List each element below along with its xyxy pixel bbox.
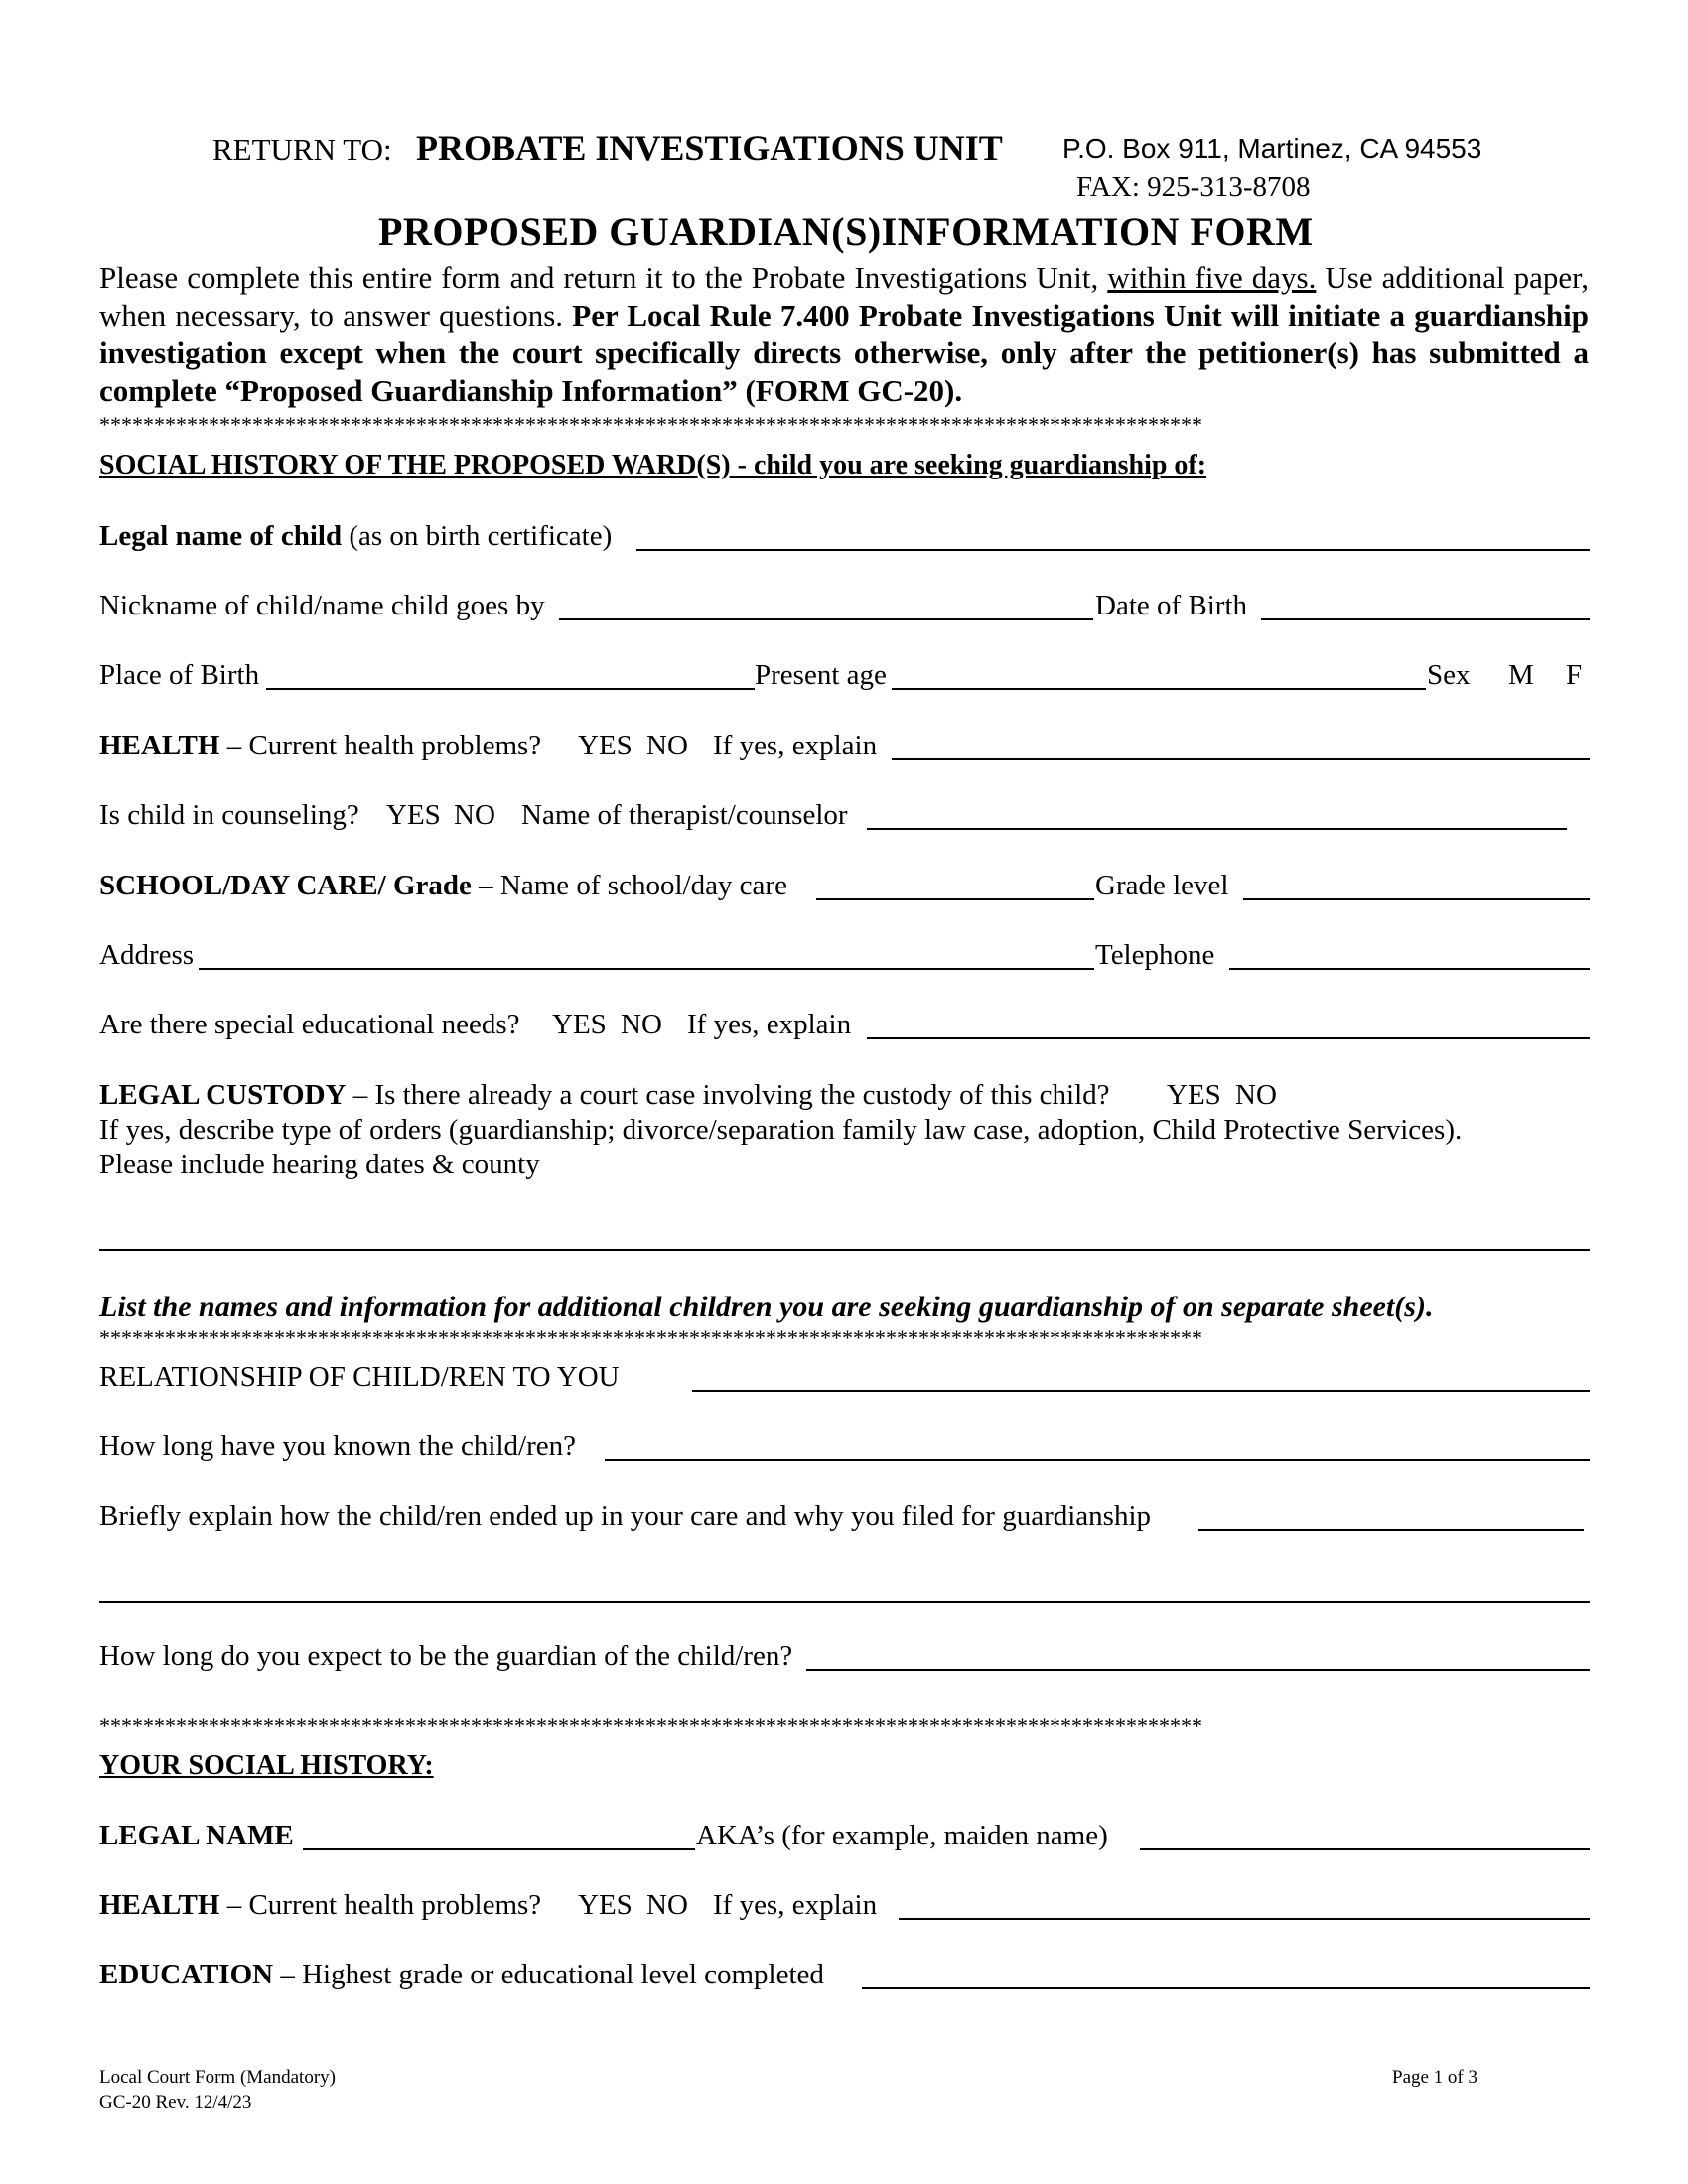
your-section-heading: YOUR SOCIAL HISTORY:: [99, 1750, 434, 1781]
legal-name-field[interactable]: [636, 549, 1590, 551]
custody-hearing-label: Please include hearing dates & county: [99, 1149, 540, 1180]
sex-option-f[interactable]: F: [1566, 659, 1583, 691]
school-address-field[interactable]: [199, 968, 1094, 970]
your-health-explain-label: If yes, explain: [713, 1889, 878, 1921]
aka-field[interactable]: [1140, 1848, 1590, 1850]
sex-label: Sex: [1427, 659, 1471, 691]
custody-no[interactable]: NO: [1235, 1079, 1277, 1111]
ward-health-bold: HEALTH: [99, 730, 220, 761]
school-address-label: Address: [99, 939, 195, 971]
expect-label: How long do you expect to be the guardian of the child/ren?: [99, 1640, 793, 1672]
sex-option-m[interactable]: M: [1508, 659, 1534, 691]
school-field[interactable]: [816, 898, 1094, 900]
your-health-label: [99, 1888, 541, 1922]
counseling-yes[interactable]: YES: [386, 799, 441, 831]
special-needs-explain-field[interactable]: [867, 1037, 1590, 1039]
grade-level-label: Grade level: [1095, 870, 1229, 901]
counseling-label: Is child in counseling?: [99, 799, 359, 831]
legal-name-label: [99, 519, 612, 553]
special-needs-label: Are there special educational needs?: [99, 1009, 520, 1040]
present-age-field[interactable]: [892, 688, 1426, 690]
therapist-field[interactable]: [867, 828, 1567, 830]
form-title: PROPOSED GUARDIAN(S)INFORMATION FORM: [378, 209, 1314, 254]
known-field[interactable]: [605, 1459, 1590, 1461]
ward-health-yes[interactable]: YES: [578, 730, 633, 761]
education-bold: EDUCATION: [99, 1959, 274, 1990]
education-label: [99, 1958, 824, 1991]
custody-yes[interactable]: YES: [1167, 1079, 1221, 1111]
nickname-field[interactable]: [559, 618, 1093, 620]
dob-label: Date of Birth: [1095, 590, 1248, 621]
legal-name-bold: Legal name of child: [99, 520, 343, 552]
special-needs-explain-label: If yes, explain: [687, 1009, 852, 1040]
special-needs-yes[interactable]: YES: [552, 1009, 607, 1040]
your-health-bold: HEALTH: [99, 1889, 220, 1921]
your-legal-name-field[interactable]: [303, 1848, 695, 1850]
your-health-yes[interactable]: YES: [578, 1889, 633, 1921]
education-field[interactable]: [862, 1987, 1590, 1989]
care-explain-field-2[interactable]: [99, 1601, 1590, 1603]
footer-form-rev: GC-20 Rev. 12/4/23: [99, 2092, 252, 2113]
custody-label: [99, 1078, 1110, 1112]
return-to-label: RETURN TO:: [212, 132, 392, 167]
your-health-no[interactable]: NO: [646, 1889, 688, 1921]
education-rest: – Highest grade or educational level completed: [273, 1959, 824, 1990]
place-of-birth-field[interactable]: [266, 688, 755, 690]
custody-bold: LEGAL CUSTODY: [99, 1079, 347, 1111]
special-needs-no[interactable]: NO: [621, 1009, 662, 1040]
custody-orders-label: If yes, describe type of orders (guardianship; divorce/separation family law case, adoption, Child Protective Services).: [99, 1114, 1463, 1146]
therapist-label: Name of therapist/counselor: [521, 799, 848, 831]
custody-details-field[interactable]: [99, 1249, 1590, 1251]
school-bold: SCHOOL/DAY CARE/ Grade: [99, 870, 472, 901]
relationship-field[interactable]: [692, 1390, 1590, 1392]
counseling-no[interactable]: NO: [454, 799, 495, 831]
relationship-label: RELATIONSHIP OF CHILD/REN TO YOU: [99, 1361, 620, 1393]
ward-health-no[interactable]: NO: [646, 730, 688, 761]
your-legal-name-label: LEGAL NAME: [99, 1820, 294, 1851]
separator-stars-2: *****************************************************************************************************: [99, 1325, 1202, 1350]
ward-health-label: [99, 729, 541, 762]
additional-children-note: List the names and information for additional children you are seeking guardianship of on separate sheet(s).: [99, 1291, 1434, 1323]
fax-number: FAX: 925-313-8708: [1076, 171, 1311, 203]
intro-local-rule: Per Local Rule 7.400 Probate Investigations Unit will initiate a guardianship investigation except when the court specifically directs otherwise, only after the petitioner(s) has submitted a complete “Proposed Guardianship Information” (FORM GC-20).: [99, 298, 1589, 408]
ward-health-explain-label: If yes, explain: [713, 730, 878, 761]
ward-health-explain-field[interactable]: [892, 758, 1590, 760]
grade-level-field[interactable]: [1243, 898, 1590, 900]
intro-paragraph: [99, 259, 1589, 410]
separator-stars-1: *****************************************************************************************************: [99, 412, 1202, 437]
school-telephone-label: Telephone: [1095, 939, 1215, 971]
school-rest: – Name of school/day care: [471, 870, 787, 901]
custody-rest: – Is there already a court case involving the custody of this child?: [346, 1079, 1110, 1111]
intro-deadline: within five days.: [1107, 260, 1317, 295]
intro-part3: Use additional paper, when necessary, to answer questions.: [99, 260, 1589, 333]
footer-page-number: Page 1 of 3: [1392, 2067, 1478, 2088]
legal-name-rest: (as on birth certificate): [342, 520, 613, 552]
ward-health-rest: – Current health problems?: [219, 730, 542, 761]
ward-section-heading: SOCIAL HISTORY OF THE PROPOSED WARD(S) - child you are seeking guardianship of:: [99, 450, 1207, 480]
care-explain-field[interactable]: [1198, 1529, 1584, 1531]
present-age-label: Present age: [755, 659, 887, 691]
school-telephone-field[interactable]: [1229, 968, 1590, 970]
aka-label: AKA’s (for example, maiden name): [696, 1820, 1108, 1851]
your-health-rest: – Current health problems?: [219, 1889, 542, 1921]
footer-form-type: Local Court Form (Mandatory): [99, 2067, 336, 2088]
care-explain-label: Briefly explain how the child/ren ended up in your care and why you filed for guardianship: [99, 1500, 1151, 1532]
school-label: [99, 869, 787, 902]
unit-address: P.O. Box 911, Martinez, CA 94553: [1062, 133, 1482, 164]
unit-name: PROBATE INVESTIGATIONS UNIT: [416, 128, 1003, 168]
place-of-birth-label: Place of Birth: [99, 659, 260, 691]
dob-field[interactable]: [1261, 618, 1590, 620]
your-health-explain-field[interactable]: [899, 1918, 1590, 1920]
nickname-label: Nickname of child/name child goes by: [99, 590, 545, 621]
separator-stars-3: *****************************************************************************************************: [99, 1713, 1202, 1738]
intro-part1: Please complete this entire form and return it to the Probate Investigations Unit,: [99, 260, 1108, 295]
expect-field[interactable]: [806, 1669, 1590, 1671]
known-label: How long have you known the child/ren?: [99, 1431, 577, 1462]
